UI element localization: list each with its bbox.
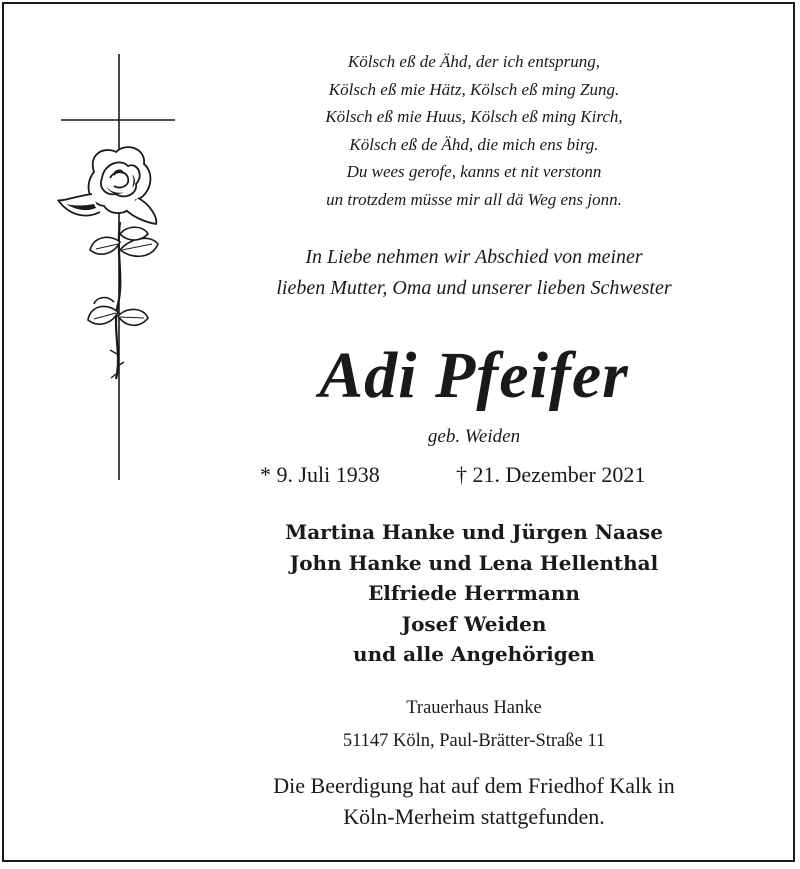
address-line: 51147 Köln, Paul-Brätter-Straße 11	[342, 731, 606, 751]
mourner-line: Elfriede Herrmann	[368, 581, 580, 605]
funeral-notice	[184, 770, 764, 832]
mourner-line: John Hanke und Lena Hellenthal	[289, 550, 659, 575]
intro-line: lieben Mutter, Oma und unserer lieben Schwester	[276, 277, 672, 299]
poem-line: Du wees gerofe, kanns et nit verstonn	[346, 162, 602, 181]
mourner-line: und alle Angehörigen	[353, 642, 595, 666]
intro-line: In Liebe nehmen wir Abschied von meiner	[305, 246, 643, 268]
poem-line: Kölsch eß mie Huus, Kölsch eß ming Kirch,	[325, 107, 623, 126]
poem-line: Kölsch eß de Ähd, die mich ens birg.	[349, 134, 599, 154]
poem-line: Kölsch eß mie Hätz, Kölsch eß ming Zung.	[328, 79, 620, 99]
obituary-card	[2, 2, 795, 862]
mourners-list	[184, 517, 764, 670]
poem-line: Kölsch eß de Ähd, der ich entsprung,	[347, 52, 601, 71]
birth-name: geb. Weiden	[427, 426, 521, 447]
mourner-line: Josef Weiden	[401, 611, 547, 636]
poem-line: un trotzdem müsse mir all dä Weg ens jonn.	[326, 189, 622, 209]
deceased-name: Adi Pfeifer	[319, 339, 629, 412]
mourner-line: Martina Hanke und Jürgen Naase	[285, 520, 663, 544]
address-line: Trauerhaus Hanke	[406, 698, 542, 718]
funeral-line: Die Beerdigung hat auf dem Friedhof Kalk in	[273, 773, 675, 798]
farewell-intro	[184, 242, 764, 304]
death-date: † 21. Dezember 2021	[456, 462, 646, 487]
funeral-line: Köln-Merheim stattgefunden.	[343, 804, 605, 829]
birth-date: * 9. Juli 1938	[260, 462, 380, 487]
poem	[184, 48, 764, 213]
cross-with-rose-icon	[54, 54, 184, 484]
mourning-house-address	[184, 692, 764, 758]
